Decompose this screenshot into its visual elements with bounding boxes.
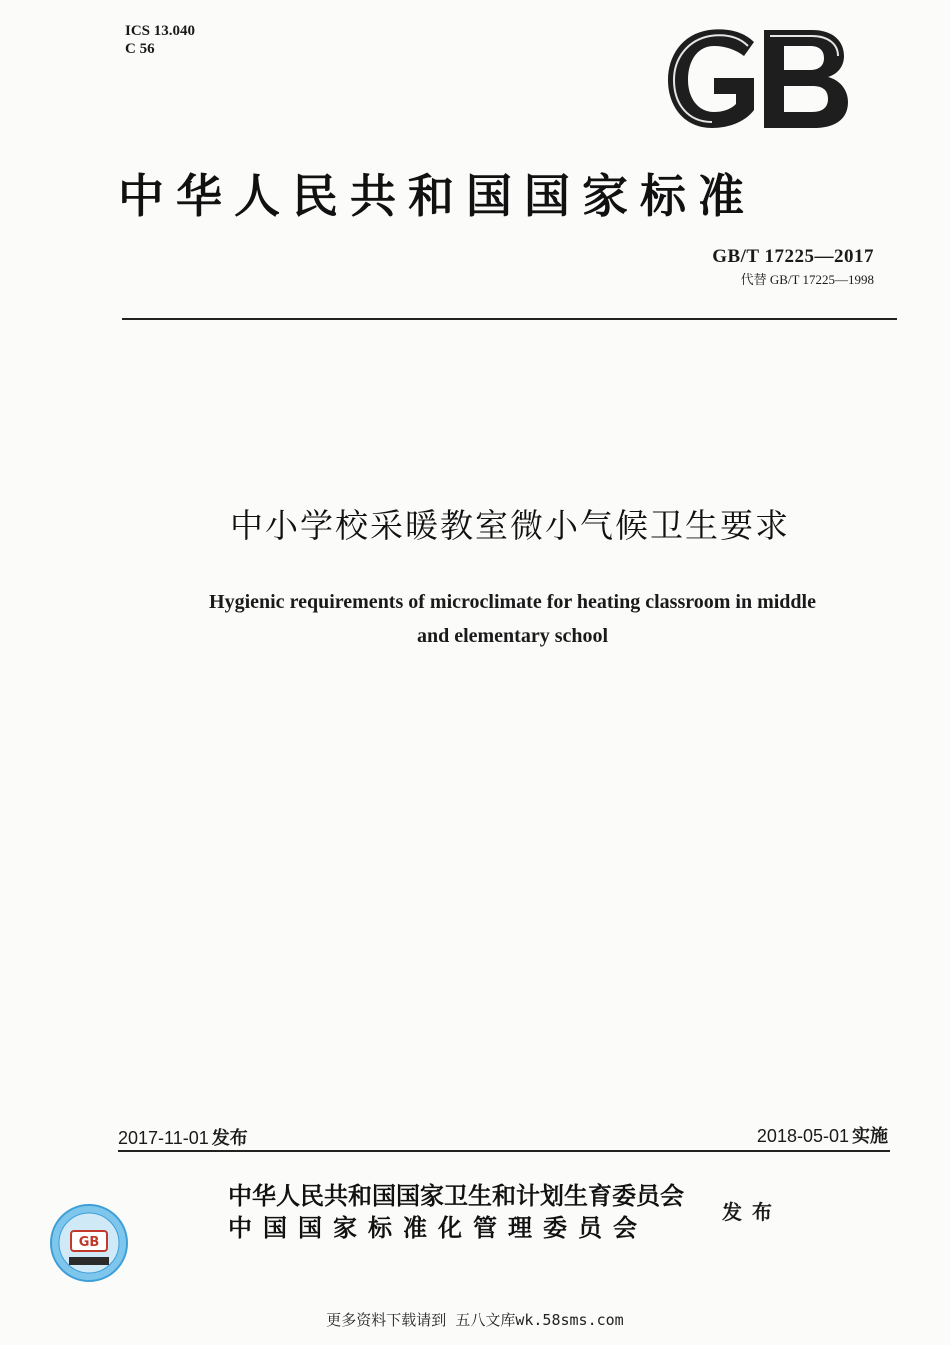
bottom-divider xyxy=(118,1150,890,1152)
issue-label: 发布 xyxy=(211,1128,248,1149)
classification-codes xyxy=(125,22,195,58)
download-footer xyxy=(0,1309,950,1330)
gb-logo xyxy=(662,24,850,134)
issue-date-block xyxy=(118,1124,248,1150)
effective-label: 实施 xyxy=(852,1126,888,1147)
replaces-standard: 代替 GB/T 17225—1998 xyxy=(740,272,874,287)
effective-date: 2018-05-01 xyxy=(756,1126,849,1146)
english-title-line2: and elementary school xyxy=(416,625,609,647)
top-divider xyxy=(122,318,897,320)
anti-counterfeit-stamp xyxy=(49,1203,129,1283)
standard-number-block xyxy=(712,246,874,288)
publish-label: 发布 xyxy=(722,1200,782,1224)
issue-date: 2017-11-01 xyxy=(118,1128,209,1148)
footer-text: 更多资料下载请到 五八文库wk.58sms.com xyxy=(326,1311,624,1329)
ics-code: ICS 13.040 xyxy=(125,23,196,39)
national-standard-title: 中华人民共和国国家标准 xyxy=(118,169,756,223)
english-title-line1: Hygienic requirements of microclimate for heating classroom in middle xyxy=(209,591,816,613)
english-title xyxy=(140,585,885,653)
ccs-code: C 56 xyxy=(125,41,155,57)
standard-number: GB/T 17225—2017 xyxy=(712,246,874,267)
issuing-authorities xyxy=(228,1180,684,1244)
issuer-standardization-admin: 中国国家标准化管理委员会 xyxy=(228,1213,648,1242)
chinese-title: 中小学校采暖教室微小气候卫生要求 xyxy=(230,506,790,545)
stamp-logo-text: GB xyxy=(78,1235,100,1250)
issuer-health-commission: 中华人民共和国国家卫生和计划生育委员会 xyxy=(228,1181,684,1210)
effective-date-block xyxy=(757,1122,888,1148)
